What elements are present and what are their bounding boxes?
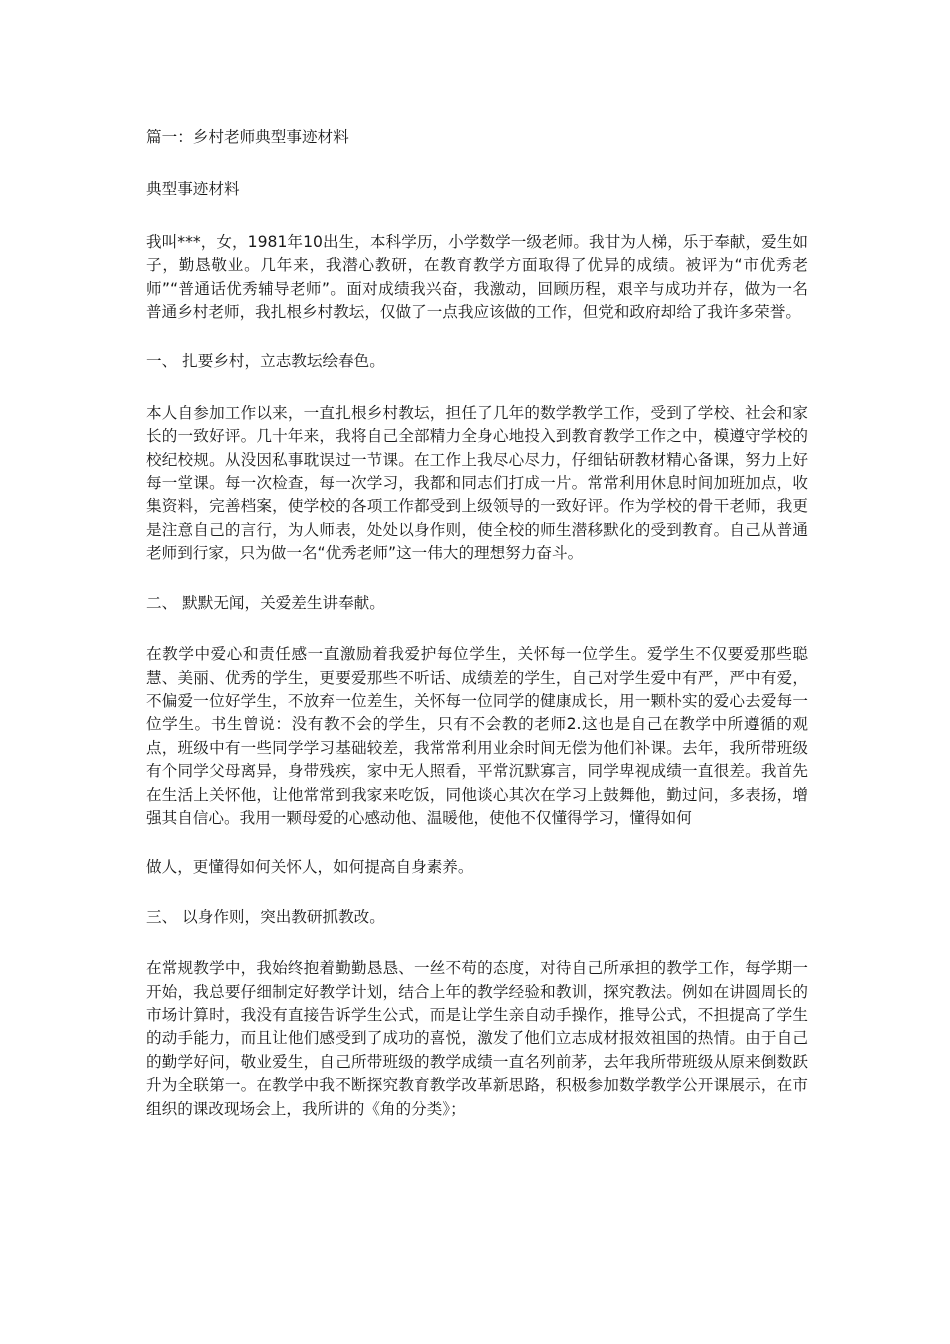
section-2-continued-paragraph: 做人，更懂得如何关怀人，如何提高自身素养。 <box>146 858 474 877</box>
section-3-paragraph: 在常规教学中，我始终抱着勤勤恳恳、一丝不苟的态度，对待自己所承担的教学工作，每学期一开始，我总要仔细制定好教学计划，结合上年的教学经验和教训，探究教法。例如在讲圆周长的市场计算时，我没有直接告诉学生公式，而是让学生亲自动手操作，推导公式，不担提高了学生的动手能力，而且让他们感受到了成功的喜悦，激发了他们立志成材报效祖国的热情。由于自己的勤学好问，敬业爱生，自己所带班级的教学成绩一直名列前茅，去年我所带班级从原来倒数跃升为全联第一。在教学中我不断探究教育教学改革新思路，积极参加数学教学公开课展示，在市组织的课改现场会上，我所讲的《角的分类》； <box>146 959 808 1118</box>
section-3-heading: 三、 以身作则，突出教研抓教改。 <box>146 907 385 926</box>
section-2-paragraph: 在教学中爱心和责任感一直激励着我爱护每位学生，关怀每一位学生。爱学生不仅要爱那些聪慧、美丽、优秀的学生，更要爱那些不听话、成绩差的学生，自己对学生爱中有严，严中有爱，不偏爱一位好学生，不放弃一位差生，关怀每一位同学的健康成长，用一颗朴实的爱心去爱每一位学生。书生曾说：没有教不会的学生，只有不会教的老师2.这也是自己在教学中所遵循的观点，班级中有一些同学学习基础较差，我常常利用业余时间无偿为他们补课。去年，我所带班级有个同学父母离异，身带残疾，家中无人照看，平常沉默寡言，同学卑视成绩一直很差。我首先在生活上关怀他，让他常常到我家来吃饭，同他谈心其次在学习上鼓舞他，勤过问，多表扬，增强其自信心。我用一颗母爱的心感动他、温暖他，使他不仅懂得学习，懂得如何 <box>146 645 808 827</box>
section-2-heading: 二、 默默无闻，关爱差生讲奉献。 <box>146 593 385 612</box>
document-body <box>146 126 808 1147</box>
document-subtitle: 典型事迹材料 <box>146 180 240 199</box>
section-1-heading: 一、 扎要乡村，立志教坛绘春色。 <box>146 352 385 371</box>
document-title: 篇一：乡村老师典型事迹材料 <box>146 128 349 146</box>
intro-paragraph: 我叫***，女，1981年10出生，本科学历，小学数学一级老师。我甘为人梯，乐于奉献，爱生如子，勤恳敬业。几年来，我潜心教研，在教育教学方面取得了优异的成绩。被评为“市优秀老师”“普通话优秀辅导老师”。面对成绩我兴奋，我激动，回顾历程，艰辛与成功并存，做为一名普通乡村老师，我扎根乡村教坛，仅做了一点我应该做的工作，但党和政府却给了我许多荣誉。 <box>146 232 808 322</box>
section-1-paragraph: 本人自参加工作以来，一直扎根乡村教坛，担任了几年的数学教学工作，受到了学校、社会和家长的一致好评。几十年来，我将自己全部精力全身心地投入到教育教学工作之中，模遵守学校的校纪校规。从没因私事耽误过一节课。在工作上我尽心尽力，仔细钻研教材精心备课，努力上好每一堂课。每一次检查，每一次学习，我都和同志们打成一片。常常利用休息时间加班加点，收集资料，完善档案，使学校的各项工作都受到上级领导的一致好评。作为学校的骨干老师，我更是注意自己的言行，为人师表，处处以身作则，使全校的师生潜移默化的受到教育。自己从普通老师到行家，只为做一名“优秀老师”这一伟大的理想努力奋斗。 <box>146 403 808 563</box>
